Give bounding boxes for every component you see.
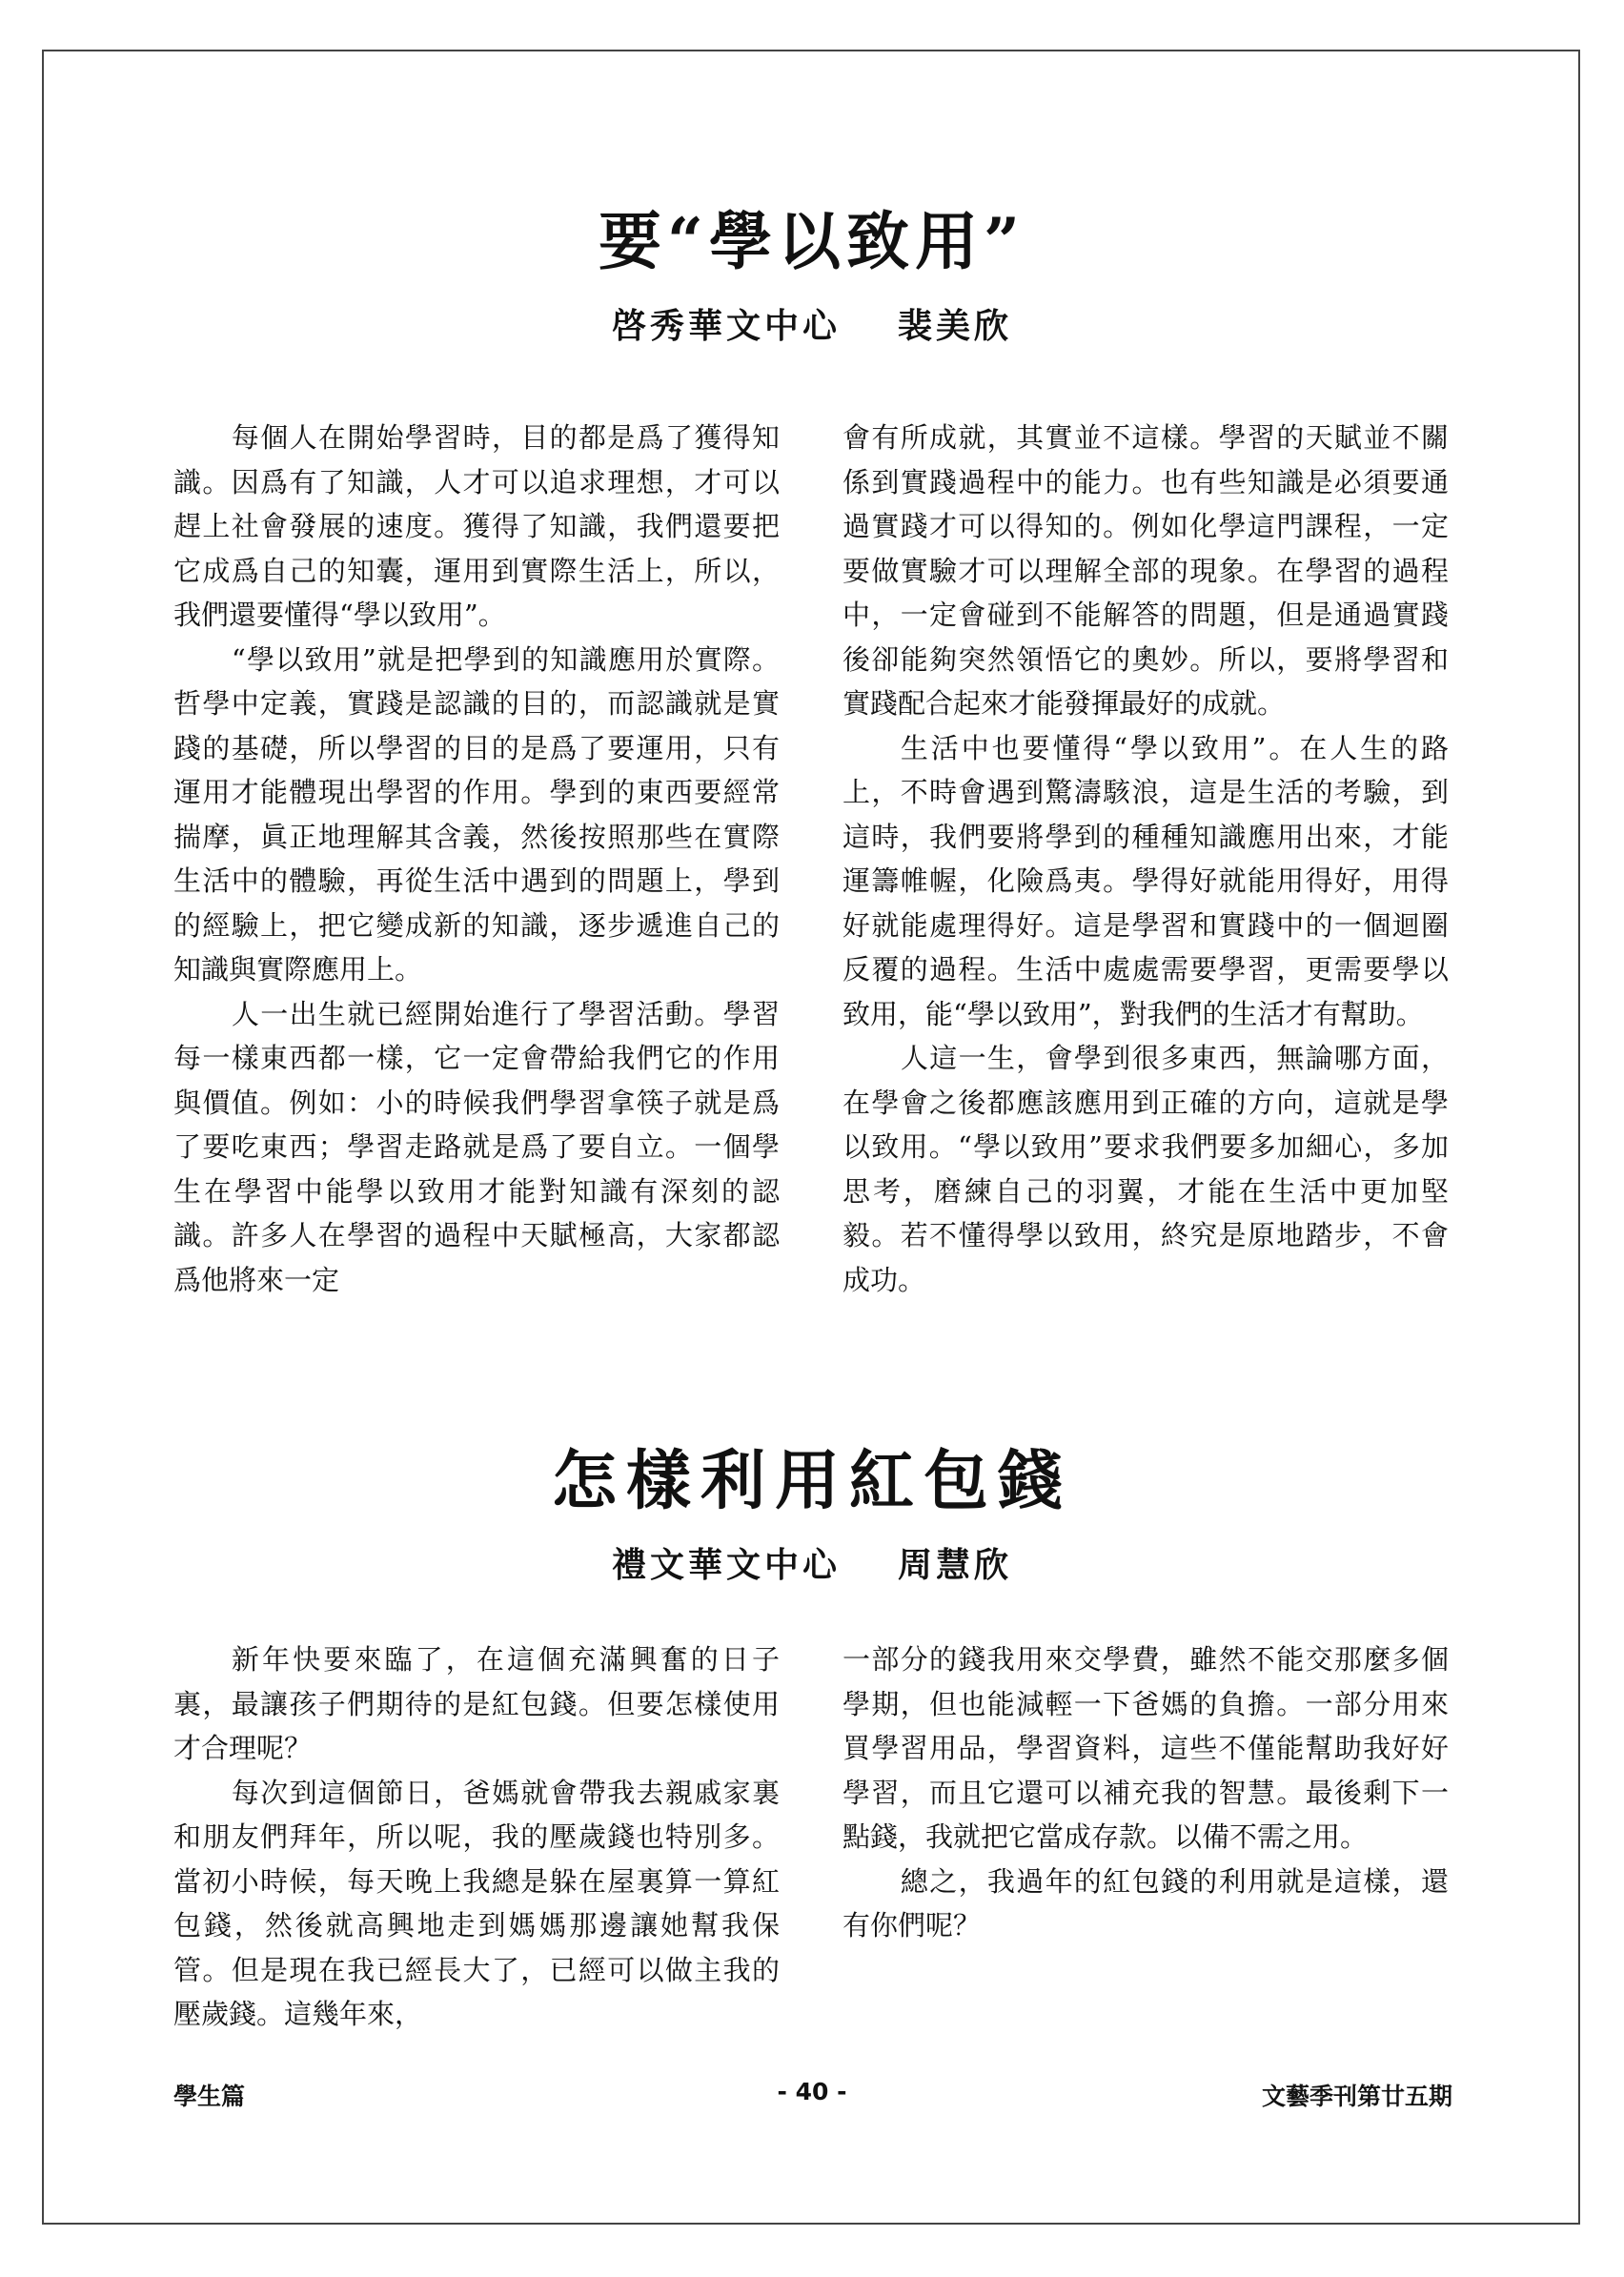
article-2-byline: [0, 1538, 1624, 1587]
article-2-title: 怎樣利用紅包錢: [551, 1443, 1072, 1519]
article-1-school: 啓秀華文中心: [611, 306, 841, 346]
article-1-byline: [0, 299, 1624, 348]
article-1-right-column: [842, 416, 1449, 1302]
article-2-left-column: [173, 1637, 780, 2037]
article-2-author: 周慧欣: [898, 1545, 1013, 1585]
paragraph: 總之，我過年的紅包錢的利用就是這樣，還有你們呢？: [842, 1864, 1449, 1942]
article-1-left-column: [173, 416, 780, 1302]
paragraph: 生活中也要懂得“學以致用”。在人生的路上，不時會遇到驚濤駭浪，這是生活的考驗，到這時，我們要將學到的種種知識應用出來，才能運籌帷幄，化險爲夷。學得好就能用得好，用得好就能處理得好。這是學習和實踐中的一個迴圈反覆的過程。生活中處處需要學習，更需要學以致用，能“學以致用”，對我們的生活才有幫助。: [842, 731, 1449, 1030]
paragraph: 每個人在開始學習時，目的都是爲了獲得知識。因爲有了知識，人才可以追求理想，才可以趕上社會發展的速度。獲得了知識，我們還要把它成爲自己的知囊，運用到實際生活上，所以，我們還要懂得“學以致用”。: [173, 421, 780, 631]
article-1-author: 裴美欣: [898, 306, 1013, 346]
paragraph: 人一出生就已經開始進行了學習活動。學習每一樣東西都一樣，它一定會帶給我們它的作用與價值。例如：小的時候我們學習拿筷子就是爲了要吃東西；學習走路就是爲了要自立。一個學生在學習中能學以致用才能對知識有深刻的認識。許多人在學習的過程中天賦極高，大家都認爲他將來一定: [173, 997, 780, 1296]
paragraph: 會有所成就，其實並不這樣。學習的天賦並不關係到實踐過程中的能力。也有些知識是必須要通過實踐才可以得知的。例如化學這門課程，一定要做實驗才可以理解全部的現象。在學習的過程中，一定會碰到不能解答的問題，但是通過實踐後卻能夠突然領悟它的奧妙。所以，要將學習和實踐配合起來才能發揮最好的成就。: [842, 421, 1449, 720]
paragraph: 人這一生，會學到很多東西，無論哪方面，在學會之後都應該應用到正確的方向，這就是學以致用。“學以致用”要求我們要多加細心，多加思考，磨練自己的羽翼，才能在生活中更加堅毅。若不懂得學以致用，終究是原地踏步，不會成功。: [842, 1042, 1449, 1296]
footer-page-number: - 40 -: [777, 2078, 847, 2105]
paragraph: 新年快要來臨了，在這個充滿興奮的日子裏，最讓孩子們期待的是紅包錢。但要怎樣使用才合理呢？: [173, 1643, 780, 1764]
paragraph: 一部分的錢我用來交學費，雖然不能交那麼多個學期，但也能減輕一下爸媽的負擔。一部分用來買學習用品，學習資料，這些不僅能幫助我好好學習，而且它還可以補充我的智慧。最後剩下一點錢，我就把它當成存款。以備不需之用。: [842, 1643, 1449, 1853]
footer-publication: 文藝季刊第廿五期: [1261, 2083, 1452, 2110]
article-2-school: 禮文華文中心: [611, 1545, 841, 1585]
paragraph: 每次到這個節日，爸媽就會帶我去親戚家裏和朋友們拜年，所以呢，我的壓歲錢也特別多。當初小時候，每天晚上我總是躲在屋裏算一算紅包錢，然後就高興地走到媽媽那邊讓她幫我保管。但是現在我已經長大了，已經可以做主我的壓歲錢。這幾年來，: [173, 1776, 780, 2030]
footer-section: 學生篇: [173, 2083, 246, 2110]
paragraph: “學以致用”就是把學到的知識應用於實際。哲學中定義，實踐是認識的目的，而認識就是實踐的基礎，所以學習的目的是爲了要運用，只有運用才能體現出學習的作用。學到的東西要經常揣摩，眞正地理解其含義，然後按照那些在實際生活中的體驗，再從生活中遇到的問題上，學到的經驗上，把它變成新的知識，逐步遞進自己的知識與實際應用上。: [173, 642, 780, 986]
article-2-right-column: [842, 1637, 1449, 1948]
article-1-title: 要“學以致用”: [599, 204, 1025, 278]
